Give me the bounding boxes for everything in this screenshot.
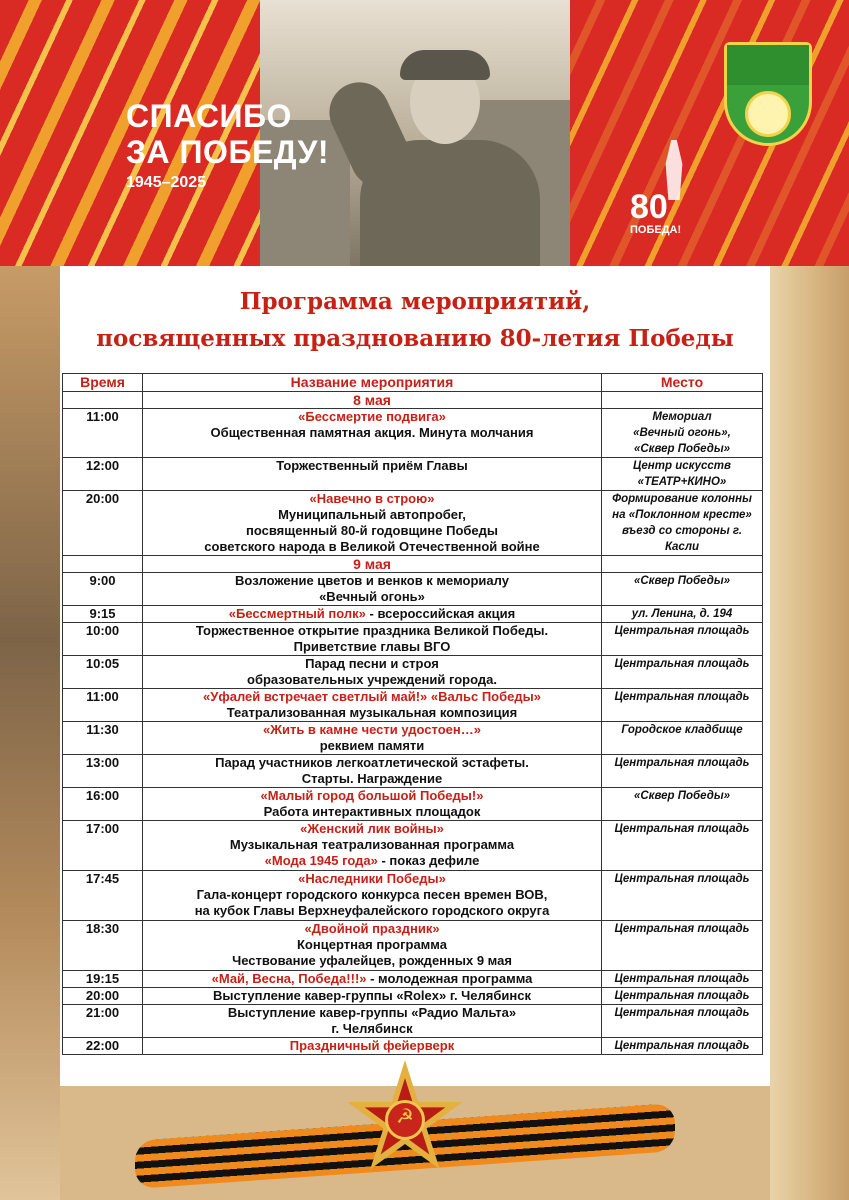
event-description: Театрализованная музыкальная композиция xyxy=(226,705,518,720)
event-place: ул. Ленина, д. 194 xyxy=(602,606,763,623)
event-place: Центральная площадь xyxy=(602,623,763,656)
event-place: Центральная площадь xyxy=(602,921,763,971)
table-row xyxy=(63,971,763,988)
table-row xyxy=(63,606,763,623)
event-description: реквием памяти xyxy=(319,738,425,753)
event-name xyxy=(143,988,602,1005)
header-time: Время xyxy=(63,374,143,392)
event-name xyxy=(143,1038,602,1055)
event-name xyxy=(143,921,602,971)
order-patriotic-war-icon: ☭ xyxy=(345,1060,465,1180)
event-name xyxy=(143,1005,602,1038)
event-place: «Сквер Победы» xyxy=(602,573,763,606)
event-time: 22:00 xyxy=(63,1038,143,1055)
event-title: «Бессмертный полк» xyxy=(228,606,366,621)
header-place: Место xyxy=(602,374,763,392)
table-row xyxy=(63,988,763,1005)
event-description-2: - показ дефиле xyxy=(377,853,480,868)
event-time: 11:00 xyxy=(63,689,143,722)
table-row xyxy=(63,871,763,921)
event-time: 21:00 xyxy=(63,1005,143,1038)
event-time: 11:30 xyxy=(63,722,143,755)
victory-80-logo: 80 ПОБЕДА! xyxy=(630,188,682,236)
event-title: «Наследники Победы» xyxy=(298,871,446,886)
table-row xyxy=(63,1038,763,1055)
event-time: 9:15 xyxy=(63,606,143,623)
table-row xyxy=(63,1005,763,1038)
event-description: - всероссийская акция xyxy=(365,606,516,621)
event-extra xyxy=(146,853,598,869)
event-description: Парад песни и строя образовательных учреждений города. xyxy=(247,656,497,687)
event-place: Центральная площадь xyxy=(602,1038,763,1055)
day-label: 9 мая xyxy=(143,556,602,573)
event-place: Центральная площадь xyxy=(602,689,763,722)
event-name xyxy=(143,573,602,606)
event-place: Центральная площадь xyxy=(602,1005,763,1038)
event-name xyxy=(143,656,602,689)
side-decoration-left xyxy=(0,266,60,1200)
event-title: Праздничный фейерверк xyxy=(289,1038,455,1053)
event-description: Концертная программа Чествование уфалейцев, рожденных 9 мая xyxy=(232,937,512,968)
day-label: 8 мая xyxy=(143,392,602,409)
table-row xyxy=(63,623,763,656)
event-name xyxy=(143,458,602,491)
table-row xyxy=(63,656,763,689)
table-row xyxy=(63,689,763,722)
event-time: 20:00 xyxy=(63,988,143,1005)
event-place: Мемориал «Вечный огонь», «Сквер Победы» xyxy=(602,409,763,458)
event-place: Центр искусств «ТЕАТР+КИНО» xyxy=(602,458,763,491)
event-description: Торжественный приём Главы xyxy=(276,458,468,473)
page-subtitle: посвященных празднованию 80-летия Победы xyxy=(96,325,734,352)
event-description: Муниципальный автопробег, посвященный 80-й годовщине Победы советского народа в Великой Отечественной войне xyxy=(204,507,540,554)
event-title: «Двойной праздник» xyxy=(304,921,440,936)
event-name xyxy=(143,871,602,921)
event-title: «Бессмертие подвига» xyxy=(298,409,446,424)
banner xyxy=(0,0,849,266)
table-row xyxy=(63,458,763,491)
event-title: «Уфалей встречает светлый май!» «Вальс Победы» xyxy=(203,689,541,704)
banner-stripes xyxy=(570,0,849,266)
banner-title: СПАСИБО ЗА ПОБЕДУ! xyxy=(126,98,330,170)
event-time: 12:00 xyxy=(63,458,143,491)
event-time: 13:00 xyxy=(63,755,143,788)
event-name xyxy=(143,623,602,656)
event-time: 9:00 xyxy=(63,573,143,606)
day-row-may-8 xyxy=(63,392,763,409)
event-place: Центральная площадь xyxy=(602,871,763,921)
event-place: Центральная площадь xyxy=(602,971,763,988)
event-title: «Май, Весна, Победа!!!» xyxy=(211,971,367,986)
event-name xyxy=(143,788,602,821)
event-description: Работа интерактивных площадок xyxy=(263,804,481,819)
event-description: Выступление кавер-группы «Радио Мальта» г. Челябинск xyxy=(227,1005,517,1036)
event-title: «Жить в камне чести удостоен…» xyxy=(262,722,481,737)
event-time: 11:00 xyxy=(63,409,143,458)
event-name xyxy=(143,971,602,988)
schedule-table xyxy=(62,373,763,1055)
event-place: Формирование колонны на «Поклонном кресте» въезд со стороны г. Касли xyxy=(602,491,763,556)
event-name xyxy=(143,722,602,755)
table-row xyxy=(63,755,763,788)
event-name xyxy=(143,821,602,871)
event-time: 10:00 xyxy=(63,623,143,656)
event-place: Центральная площадь xyxy=(602,821,763,871)
event-time: 17:00 xyxy=(63,821,143,871)
table-row xyxy=(63,491,763,556)
event-time: 18:30 xyxy=(63,921,143,971)
page-title: Программа мероприятий, xyxy=(239,288,591,315)
table-row xyxy=(63,921,763,971)
event-description: - молодежная программа xyxy=(366,971,533,986)
event-name xyxy=(143,755,602,788)
header-event: Название мероприятия xyxy=(143,374,602,392)
event-title: «Малый город большой Победы!» xyxy=(260,788,484,803)
event-place: Центральная площадь xyxy=(602,755,763,788)
event-name xyxy=(143,409,602,458)
table-row xyxy=(63,409,763,458)
event-title-2: «Мода 1945 года» xyxy=(264,853,378,868)
event-title: «Навечно в строю» xyxy=(309,491,435,506)
event-description: Выступление кавер-группы «Rolex» г. Челябинск xyxy=(212,988,531,1003)
event-description: Общественная памятная акция. Минута молчания xyxy=(210,425,534,440)
table-row xyxy=(63,573,763,606)
table-row xyxy=(63,722,763,755)
event-description: Возложение цветов и венков к мемориалу «Вечный огонь» xyxy=(235,573,509,604)
event-time: 20:00 xyxy=(63,491,143,556)
side-decoration-right xyxy=(770,266,849,1200)
event-title: «Женский лик войны» xyxy=(300,821,444,836)
event-place: «Сквер Победы» xyxy=(602,788,763,821)
event-description: Музыкальная театрализованная программа xyxy=(229,837,515,852)
event-description: Парад участников легкоатлетической эстафеты. Старты. Награждение xyxy=(215,755,529,786)
table-header-row xyxy=(63,374,763,392)
event-time: 17:45 xyxy=(63,871,143,921)
event-place: Городское кладбище xyxy=(602,722,763,755)
table-row xyxy=(63,821,763,871)
event-time: 10:05 xyxy=(63,656,143,689)
event-place: Центральная площадь xyxy=(602,988,763,1005)
event-time: 16:00 xyxy=(63,788,143,821)
event-time: 19:15 xyxy=(63,971,143,988)
event-name xyxy=(143,689,602,722)
event-description: Гала-концерт городского конкурса песен времен ВОВ, на кубок Главы Верхнеуфалейского городского округа xyxy=(194,887,550,918)
event-description: Торжественное открытие праздника Великой Победы. Приветствие главы ВГО xyxy=(195,623,549,654)
coat-of-arms-icon xyxy=(724,42,812,146)
day-row-may-9 xyxy=(63,556,763,573)
event-name xyxy=(143,491,602,556)
banner-years: 1945–2025 xyxy=(126,174,207,191)
table-row xyxy=(63,788,763,821)
event-name xyxy=(143,606,602,623)
event-place: Центральная площадь xyxy=(602,656,763,689)
